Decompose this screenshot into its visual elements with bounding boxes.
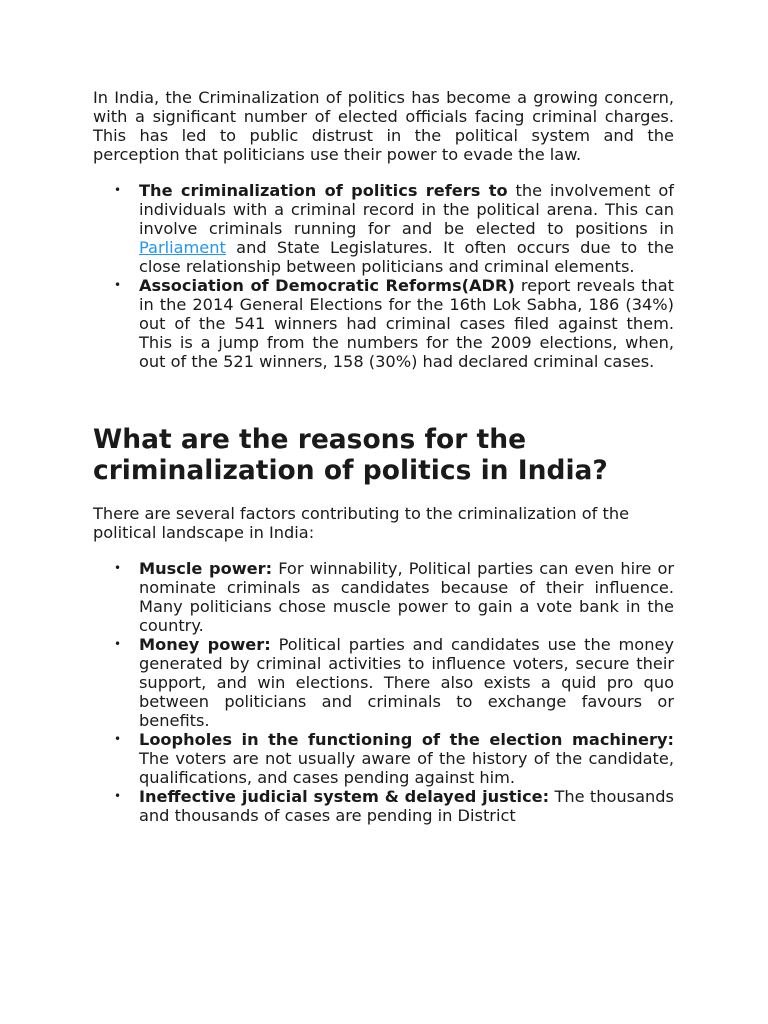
list-item-text: the involvement of individuals with a criminal record in the political arena. This can involve criminals running for and be elected to positions in (139, 181, 674, 238)
list-item-bold: Ineffective judicial system & delayed justice: (139, 787, 550, 806)
section-heading: What are the reasons for the criminalization of politics in India? (93, 424, 608, 486)
list-item-definition (139, 181, 674, 276)
list-item-bold: Loopholes in the functioning of the election machinery: (139, 730, 674, 749)
list-item-bold: Muscle power: (139, 559, 273, 578)
intro-paragraph: In India, the Criminalization of politics has become a growing concern, with a significant number of elected officials facing criminal charges. This has led to public distrust in the political system and the perception that politicians use their power to evade the law. (93, 88, 674, 164)
document-body (93, 88, 674, 825)
definition-list (93, 181, 674, 371)
reasons-list (93, 559, 674, 825)
list-item-bold: Association of Democratic Reforms(ADR) (139, 276, 515, 295)
parliament-link[interactable]: Parliament (139, 238, 226, 257)
list-item-text: For winnability, Political parties can even hire or nominate criminals as candidates because of their influence. Many politicians chose muscle power to gain a vote bank in the country. (139, 559, 675, 635)
list-item-text: and State Legislatures. It often occurs due to the close relationship between politicians and criminal elements. (139, 238, 674, 276)
list-item-text: Political parties and candidates use the money generated by criminal activities to influence voters, secure their support, and win elections. There also exists a quid pro quo between politicians and criminals to exchange favours or benefits. (139, 635, 674, 730)
list-item-loopholes (139, 730, 674, 787)
list-item-text: report reveals that in the 2014 General Elections for the 16th Lok Sabha, 186 (34%) out of the 541 winners had criminal cases filed against them. This is a jump from the numbers for the 2009 elections, when, out of the 521 winners, 158 (30%) had declared criminal cases. (139, 276, 674, 371)
list-item-bold: The criminalization of politics refers to (139, 181, 508, 200)
list-item-money-power (139, 635, 674, 730)
list-item-text: The thousands and thousands of cases are pending in District (139, 787, 674, 825)
list-item-muscle-power (139, 559, 674, 635)
list-item-adr-report (139, 276, 674, 371)
list-item-text: The voters are not usually aware of the history of the candidate, qualifications, and cases pending against him. (139, 749, 674, 787)
list-item-judicial-system (139, 787, 674, 825)
reasons-intro-paragraph: There are several factors contributing to the criminalization of the political landscape in India: (93, 504, 630, 542)
list-item-bold: Money power: (139, 635, 271, 654)
